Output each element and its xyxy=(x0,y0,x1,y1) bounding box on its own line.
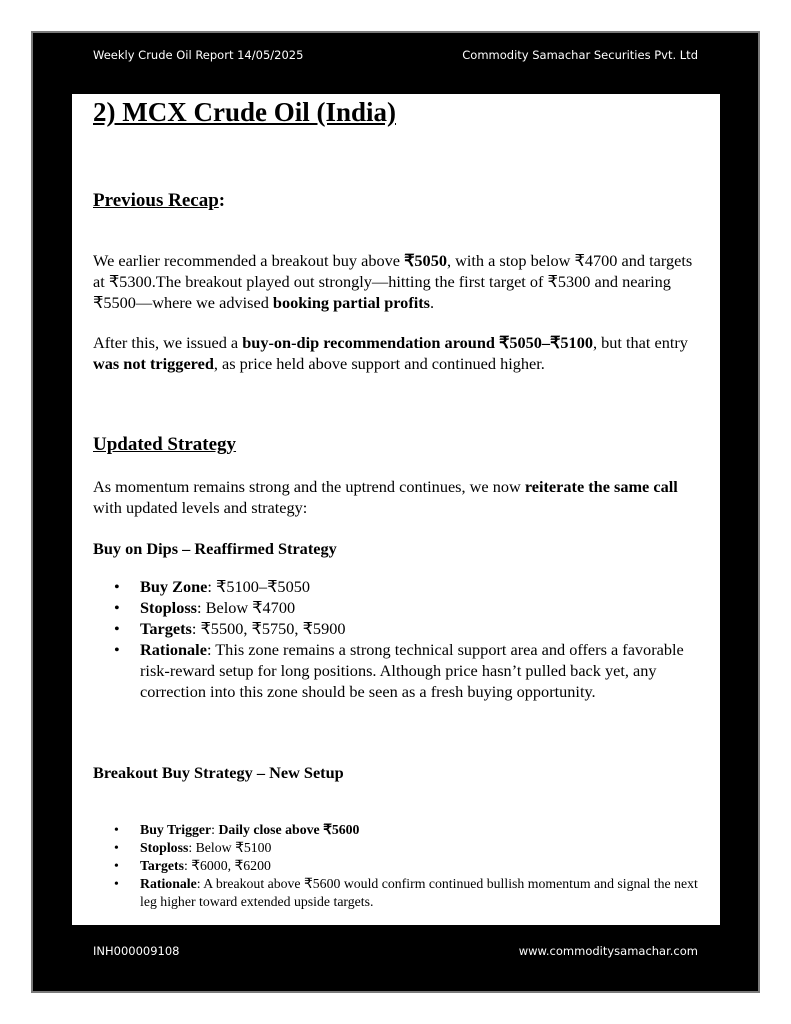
list-item-text: : Below ₹4700 xyxy=(197,598,296,617)
recap-p1-bold-price: ₹5050 xyxy=(404,251,447,270)
dips-strategy-heading: Buy on Dips – Reaffirmed Strategy xyxy=(93,539,337,558)
footer-website-link[interactable]: www.commoditysamachar.com xyxy=(518,944,698,958)
breakout-strategy-list xyxy=(93,821,699,911)
recap-heading xyxy=(93,190,225,212)
list-item-label: Rationale xyxy=(140,876,197,891)
recap-p2-bold-recommendation: buy-on-dip recommendation around ₹5050–₹5100 xyxy=(242,333,593,352)
recap-p1-text-c: , with a stop below ₹4700 and targets at ₹5300.The breakout played out strongly—hitting the first target of ₹5300 and nearing ₹5500—where we advised xyxy=(93,251,693,312)
list-item xyxy=(93,821,699,839)
list-item-text: : ₹5500, ₹5750, ₹5900 xyxy=(191,619,346,638)
recap-paragraph-2 xyxy=(93,332,699,374)
strategy-intro-bold: reiterate the same call xyxy=(524,477,678,496)
recap-heading-text: Previous Recap xyxy=(93,190,219,211)
list-item-label: Buy Zone xyxy=(140,577,208,596)
recap-p1-bold-action: booking partial profits xyxy=(272,293,431,312)
list-item-text: : Below ₹5100 xyxy=(188,840,272,855)
list-item-label: Targets xyxy=(140,858,184,873)
list-item-label: Targets xyxy=(140,619,192,638)
recap-p1-text-e: . xyxy=(430,293,435,312)
recap-p2-text-c: , but that entry xyxy=(592,333,688,352)
strategy-intro-paragraph xyxy=(93,476,699,518)
list-item xyxy=(93,597,699,618)
list-item xyxy=(93,618,699,639)
recap-p2-text-e: , as price held above support and continued higher. xyxy=(213,354,545,373)
strategy-intro-text-a: As momentum remains strong and the uptrend continues, we now xyxy=(93,477,525,496)
report-page xyxy=(72,94,720,925)
list-item-label: Stoploss xyxy=(140,840,189,855)
recap-p2-text-a: After this, we issued a xyxy=(93,333,243,352)
list-item xyxy=(93,875,699,911)
header-company-name: Commodity Samachar Securities Pvt. Ltd xyxy=(462,48,698,62)
list-item-label: Buy Trigger xyxy=(140,822,212,837)
strategy-intro-text-c: with updated levels and strategy: xyxy=(93,498,308,517)
dips-strategy-list xyxy=(93,576,699,702)
page-title: 2) MCX Crude Oil (India) xyxy=(93,97,396,127)
list-item-label: Stoploss xyxy=(140,598,198,617)
list-item-label: Rationale xyxy=(140,640,207,659)
list-item-text: : This zone remains a strong technical support area and offers a favorable risk-reward setup for long positions. Although price hasn’t pulled back yet, any correction into this zone should be seen as a fresh buying opportunity. xyxy=(140,640,684,701)
recap-p2-bold-status: was not triggered xyxy=(93,354,214,373)
list-item-bold-text: Daily close above ₹5600 xyxy=(218,822,360,837)
list-item-text: : ₹5100–₹5050 xyxy=(207,577,310,596)
header-report-title: Weekly Crude Oil Report 14/05/2025 xyxy=(93,48,304,62)
footer-registration-number: INH000009108 xyxy=(93,944,180,958)
list-item-text: : A breakout above ₹5600 would confirm continued bullish momentum and signal the next leg higher toward extended upside targets. xyxy=(140,876,698,909)
list-item xyxy=(93,857,699,875)
list-item xyxy=(93,576,699,597)
list-item-text: : xyxy=(211,822,219,837)
recap-p1-text-a: We earlier recommended a breakout buy above xyxy=(93,251,405,270)
list-item xyxy=(93,839,699,857)
recap-heading-colon: : xyxy=(218,190,226,211)
list-item xyxy=(93,639,699,702)
list-item-text: : ₹6000, ₹6200 xyxy=(183,858,271,873)
recap-paragraph-1 xyxy=(93,250,699,313)
strategy-heading: Updated Strategy xyxy=(93,434,237,455)
breakout-strategy-heading: Breakout Buy Strategy – New Setup xyxy=(93,763,344,782)
